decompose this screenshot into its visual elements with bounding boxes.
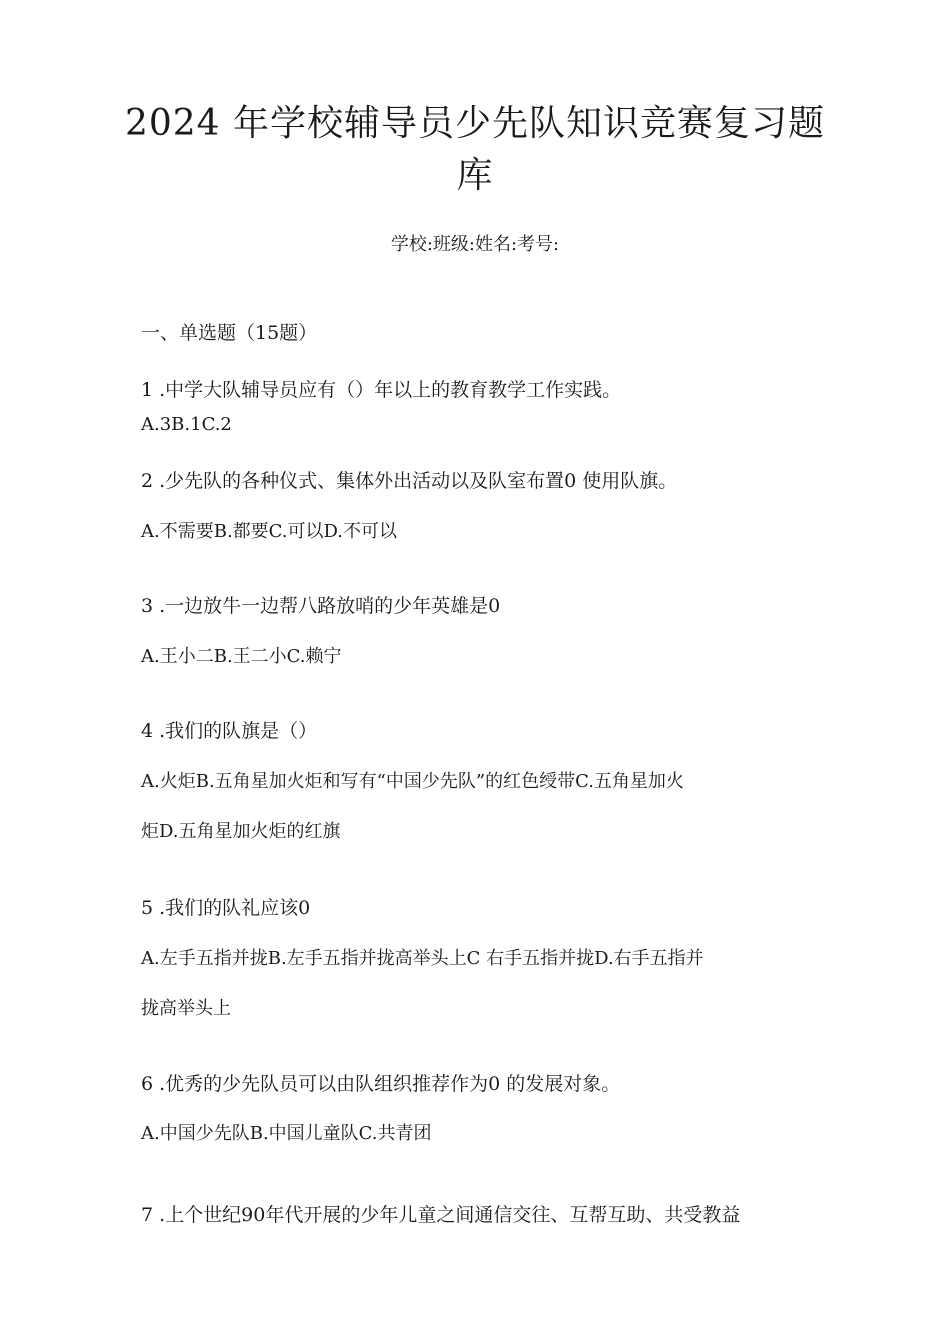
question-1-text: 1 .中学大队辅导员应有（）年以上的教育教学工作实践。 [141, 379, 622, 401]
question-1-options: A.3B.1C.2 [141, 414, 232, 435]
question-4-options-line-1: A.火炬B.五角星加火炬和写有“中国少先队”的红色绶带C.五角星加火 [141, 771, 684, 792]
question-7-text: 7 .上个世纪90年代开展的少年儿童之间通信交往、互帮互助、共受教益 [141, 1204, 741, 1226]
question-6-options: A.中国少先队B.中国儿童队C.共青团 [141, 1123, 432, 1144]
question-5-options-line-2: 拢高举头上 [141, 998, 231, 1019]
question-3-text: 3 .一边放牛一边帮八路放哨的少年英雄是0 [141, 595, 501, 617]
question-5-options-line-1: A.左手五指并拢B.左手五指并拢高举头上C 右手五指并拢D.右手五指并 [141, 948, 704, 969]
question-2-text: 2 .少先队的各种仪式、集体外出活动以及队室布置0 使用队旗。 [141, 470, 678, 492]
question-4-text: 4 .我们的队旗是（） [141, 720, 318, 742]
question-4-options-line-2: 炬D.五角星加火炬的红旗 [141, 821, 341, 842]
question-2-options: A.不需要B.都要C.可以D.不可以 [141, 521, 398, 542]
question-3-options: A.王小二B.王二小C.赖宁 [141, 646, 342, 667]
document-title-line-1: 2024 年学校辅导员少先队知识竞赛复习题 [124, 103, 826, 144]
question-6-text: 6 .优秀的少先队员可以由队组织推荐作为0 的发展对象。 [141, 1073, 621, 1095]
section-heading: 一、单选题（15题） [141, 322, 318, 344]
question-5-text: 5 .我们的队礼应该0 [141, 897, 311, 919]
student-info-line: 学校:班级:姓名:考号: [390, 234, 560, 255]
document-title-line-2: 库 [456, 155, 494, 196]
